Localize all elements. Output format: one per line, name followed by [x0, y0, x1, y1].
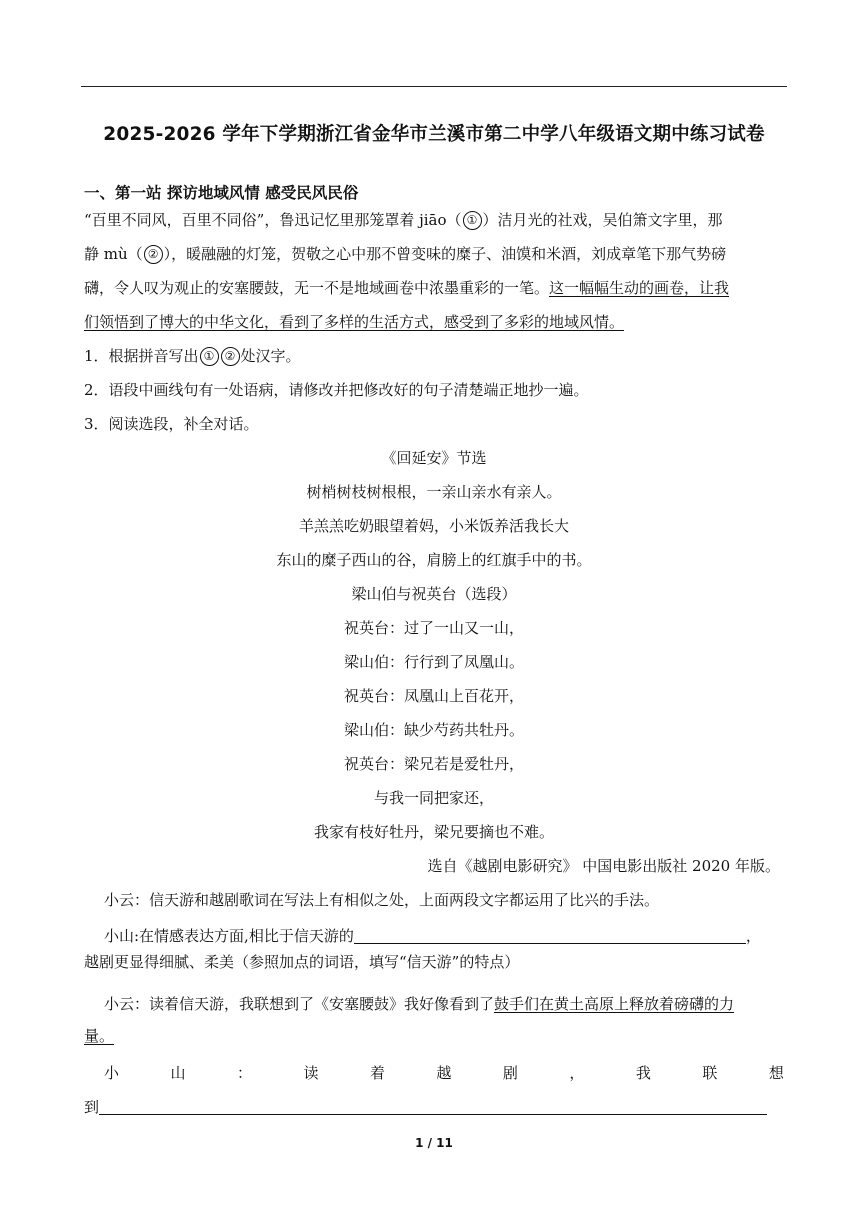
source-citation: 选自《越剧电影研究》 中国电影出版社 2020 年版。 [427, 857, 780, 875]
dialogue-line-6 [104, 1062, 784, 1083]
passage-text: 礴，令人叹为观止的安塞腰鼓，无一不是地域画卷中浓墨重彩的一笔。 [84, 279, 550, 297]
passage-line-1 [84, 209, 723, 230]
opera-line: 与我一同把家还， [373, 789, 494, 807]
blank-marker-1: ① [463, 211, 482, 230]
dialogue-text: 小云：读着信天游，我联想到了《安塞腰鼓》我好像看到了 [104, 995, 495, 1013]
passage-line-2 [84, 243, 726, 264]
page-title: 2025-2026 学年下学期浙江省金华市兰溪市第二中学八年级语文期中练习试卷 [103, 124, 765, 145]
spread-char: 读 [303, 1064, 319, 1082]
opera-line: 梁山伯：行行到了凤凰山。 [343, 653, 524, 671]
passage-line-3 [84, 277, 729, 298]
dialogue-text: 小山:在情感表达方面,相比于信天游的 [104, 927, 354, 945]
question-text: 1．根据拼音写出 [84, 347, 199, 365]
question-2: 2．语段中画线句有一处语病，请修改并把修改好的句子清楚端正地抄一遍。 [84, 381, 589, 399]
passage-line-4 [84, 311, 624, 332]
opera-line: 祝英台：梁兄若是爱牡丹， [343, 755, 524, 773]
passage-text: “百里不同风，百里不同俗”，鲁迅记忆里那笼罩着 jiāo（ [84, 211, 462, 229]
underlined-phrase: 量。 [84, 1027, 115, 1045]
blank-marker-2: ② [221, 347, 240, 366]
dialogue-line-1: 小云：信天游和越剧歌词在写法上有相似之处，上面两段文字都运用了比兴的手法。 [104, 891, 660, 909]
opera-line: 祝英台：过了一山又一山， [343, 619, 524, 637]
underlined-sentence: 们领悟到了博大的中华文化，看到了多样的生活方式，感受到了多彩的地域风情。 [84, 313, 625, 331]
dialogue-text: 到 [84, 1098, 100, 1116]
blank-marker-2: ② [144, 245, 163, 264]
spread-char: ， [569, 1064, 585, 1082]
answer-blank[interactable] [354, 927, 746, 944]
dialogue-line-3: 越剧更显得细腻、柔美（参照加点的词语，填写“信天游”的特点） [84, 953, 520, 971]
passage-text: ），暖融融的灯笼，贺敬之心中那不曾变味的糜子、油馍和米酒，刘成章笔下那气势磅 [163, 245, 727, 263]
underlined-phrase: 鼓手们在黄土高原上释放着磅礴的力 [494, 995, 735, 1013]
opera-line: 梁山伯：缺少芍药共牡丹。 [343, 721, 524, 739]
dialogue-text: ， [745, 927, 761, 945]
poem-line: 树梢树枝树根根，一亲山亲水有亲人。 [306, 483, 562, 501]
spread-char: 小 [104, 1064, 120, 1082]
spread-char: 着 [369, 1064, 385, 1082]
poem-line: 东山的糜子西山的谷，肩膀上的红旗手中的书。 [276, 551, 592, 569]
section-heading: 一、第一站 探访地域风情 感受民风民俗 [84, 184, 359, 202]
dialogue-line-2 [104, 925, 761, 946]
opera-title: 梁山伯与祝英台（选段） [351, 585, 517, 603]
opera-line: 祝英台：凤凰山上百花开， [343, 687, 524, 705]
dialogue-line-4 [104, 993, 734, 1014]
spread-char: 想 [768, 1064, 784, 1082]
passage-text: 静 mù（ [84, 245, 143, 263]
opera-line: 我家有枝好牡丹，梁兄要摘也不难。 [313, 823, 554, 841]
underlined-sentence: 这一幅幅生动的画卷，让我 [549, 279, 730, 297]
dialogue-line-5 [84, 1025, 114, 1046]
spread-char: 联 [702, 1064, 718, 1082]
spread-char: 越 [436, 1064, 452, 1082]
header-rule [81, 86, 787, 87]
answer-blank[interactable] [99, 1098, 767, 1115]
question-text: 处汉字。 [240, 347, 301, 365]
spread-char: 我 [635, 1064, 651, 1082]
dialogue-line-7 [84, 1096, 767, 1117]
poem-line: 羊羔羔吃奶眼望着妈，小米饭养活我长大 [298, 517, 569, 535]
page-number: 1 / 11 [415, 1136, 453, 1150]
passage-text: ）洁月光的社戏，吴伯箫文字里，那 [482, 211, 723, 229]
spread-char: 剧 [502, 1064, 518, 1082]
poem-title: 《回延安》节选 [381, 449, 487, 467]
question-3: 3．阅读选段，补全对话。 [84, 415, 259, 433]
blank-marker-1: ① [200, 347, 219, 366]
spread-char: ： [236, 1064, 252, 1082]
spread-char: 山 [170, 1064, 186, 1082]
question-1 [84, 345, 301, 366]
